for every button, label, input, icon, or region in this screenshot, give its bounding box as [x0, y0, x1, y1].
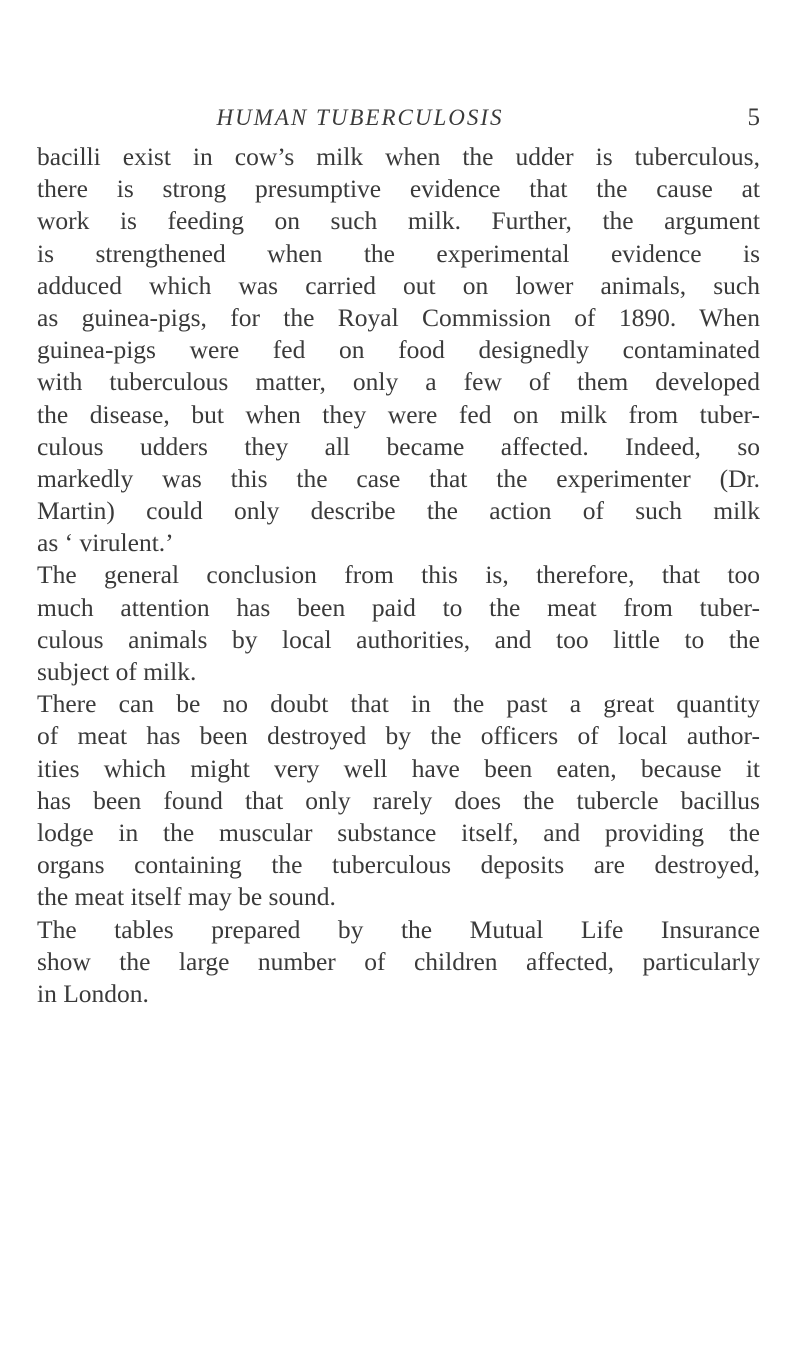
text-line: subject of milk.: [37, 657, 197, 686]
text-line: as guinea-pigs, for the Royal Commission of 1890. When: [37, 302, 760, 332]
text-line: of meat has been destroyed by the officers of local author-: [37, 721, 760, 751]
text-line: markedly was this the case that the experimenter (Dr.: [37, 463, 760, 493]
page-number: 5: [747, 104, 760, 131]
text-line: has been found that only rarely does the tubercle bacillus: [37, 785, 760, 815]
text-line: the meat itself may be sound.: [37, 882, 336, 912]
text-line: organs containing the tuberculous deposits are destroyed,: [37, 850, 760, 880]
text-line: there is strong presumptive evidence that the cause at: [37, 174, 760, 204]
text-line: the disease, but when they were fed on milk from tuber-: [37, 399, 760, 429]
text-line: as ‘ virulent.’: [37, 528, 174, 558]
running-title: HUMAN TUBERCULOSIS: [216, 105, 504, 130]
text-line: adduced which was carried out on lower animals, such: [37, 270, 760, 300]
text-line: is strengthened when the experimental evidence is: [37, 238, 760, 268]
text-line: with tuberculous matter, only a few of them developed: [37, 367, 760, 397]
text-line: culous animals by local authorities, and too little to the: [37, 624, 760, 654]
body-text: [37, 141, 760, 1010]
text-line: show the large number of children affected, particularly: [37, 946, 760, 976]
text-line: bacilli exist in cow’s milk when the udder is tuberculous,: [37, 142, 760, 171]
running-head: [40, 98, 760, 138]
text-line: guinea-pigs were fed on food designedly contaminated: [37, 335, 760, 365]
text-line: The general conclusion from this is, therefore, that too: [37, 560, 760, 590]
text-line: The tables prepared by the Mutual Life Insurance: [37, 914, 760, 944]
text-line: work is feeding on such milk. Further, the argument: [37, 206, 760, 236]
text-line: culous udders they all became affected. Indeed, so: [37, 431, 760, 461]
text-line: in London.: [37, 978, 149, 1008]
text-line: ities which might very well have been eaten, because it: [37, 753, 760, 783]
text-line: lodge in the muscular substance itself, and providing the: [37, 817, 760, 847]
text-line: Martin) could only describe the action of such milk: [37, 496, 760, 526]
text-line: There can be no doubt that in the past a great quantity: [37, 689, 760, 719]
text-line: much attention has been paid to the meat from tuber-: [37, 592, 760, 622]
